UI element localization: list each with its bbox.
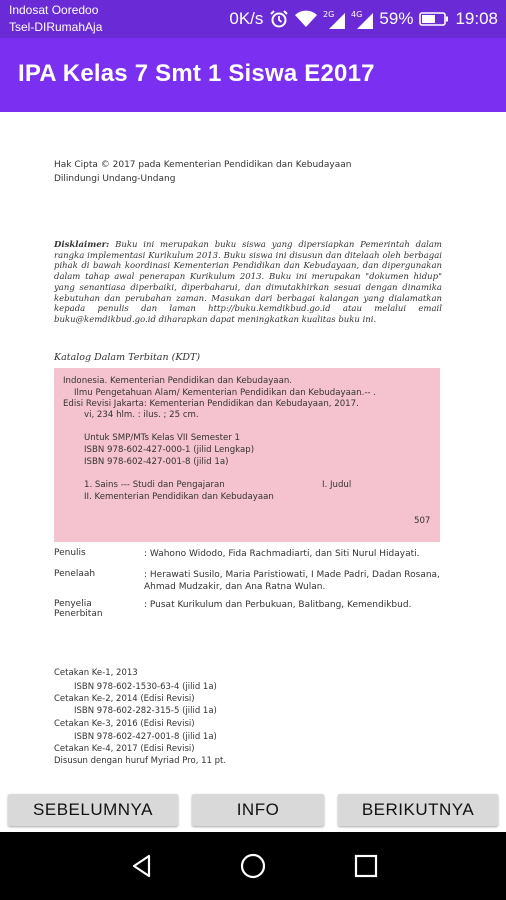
kdt-box	[54, 368, 440, 542]
alarm-icon	[269, 9, 289, 29]
cetakan-line: Cetakan Ke-3, 2016 (Edisi Revisi)	[54, 719, 195, 729]
recents-icon[interactable]	[352, 852, 380, 880]
copyright-line: Hak Cipta © 2017 pada Kementerian Pendidikan dan Kebudayaan	[54, 160, 352, 170]
home-icon[interactable]	[239, 852, 267, 880]
svg-text:2G: 2G	[323, 10, 335, 19]
protection-line: Dilindungi Undang-Undang	[54, 174, 176, 184]
button-bar	[0, 790, 506, 832]
isbn-line: ISBN 978-602-427-001-8 (jilid 1a)	[74, 732, 217, 742]
kdt-line: II. Kementerian Pendidikan dan Kebudayaan	[84, 492, 274, 502]
cetakan-line: Cetakan Ke-4, 2017 (Edisi Revisi)	[54, 744, 195, 754]
kdt-line: Ilmu Pengetahuan Alam/ Kementerian Pendidikan dan Kebudayaan.-- .	[74, 388, 376, 398]
penelaah-value: : Herawati Susilo, Maria Paristiowati, I Made Padri, Dadan Rosana, Ahmad Mudzakir, dan Ana Ratna Wulan.	[144, 570, 440, 592]
signal-4g-icon	[351, 9, 373, 29]
penulis-label: Penulis	[54, 548, 86, 558]
carrier-name-2: Tsel-DIRumahAja	[9, 20, 103, 34]
kdt-line: Edisi Revisi Jakarta: Kementerian Pendidikan dan Kebudayaan, 2017.	[63, 399, 359, 409]
kdt-line: Indonesia. Kementerian Pendidikan dan Kebudayaan.	[63, 376, 293, 386]
document-page[interactable]	[0, 112, 506, 790]
kdt-line: I. Judul	[322, 480, 352, 490]
previous-button[interactable]: SEBELUMNYA	[8, 794, 178, 826]
svg-text:4G: 4G	[351, 10, 363, 19]
disclaimer-label: Disklaimer:	[54, 240, 110, 250]
kdt-line: ISBN 978-602-427-001-8 (jilid 1a)	[84, 457, 229, 467]
app-title: IPA Kelas 7 Smt 1 Siswa E2017	[18, 60, 375, 87]
kdt-line: vi, 234 hlm. : ilus. ; 25 cm.	[84, 410, 199, 420]
wifi-icon	[295, 10, 317, 28]
penelaah-label: Penelaah	[54, 569, 96, 579]
disclaimer-text: Buku ini merupakan buku siswa yang dipersiapkan Pemerintah dalam rangka implementasi Kurikulum 2013. Buku siswa ini disusun dan ditelaah oleh berbagai pihak di bawah koordinasi Kementerian Pendidikan dan Kebudayaan, dan dipergunakan dalam tahap awal penerapan Kurikulum 2013. Buku ini merupakan "dokumen hidup" yang senantiasa diperbaiki, diperbaharui, dan dimutakhirkan sesuai dengan dinamika kebutuhan dan perubahan zaman. Masukan dari berbagai kalangan yang dialamatkan kepada penulis dan laman http://buku.kemdikbud.go.id atau melalui email buku@kemdikbud.go.id diharapkan dapat meningkatkan kualitas buku ini.	[54, 240, 442, 325]
battery-icon	[419, 11, 449, 27]
penulis-value: : Wahono Widodo, Fida Rachmadiarti, dan Siti Nurul Hidayati.	[144, 549, 420, 559]
cetakan-line: Cetakan Ke-2, 2014 (Edisi Revisi)	[54, 694, 195, 704]
katalog-title: Katalog Dalam Terbitan (KDT)	[54, 352, 201, 363]
next-button[interactable]: BERIKUTNYA	[338, 794, 498, 826]
battery-percent: 59%	[379, 9, 414, 28]
clock: 19:08	[455, 9, 498, 28]
font-note: Disusun dengan huruf Myriad Pro, 11 pt.	[54, 756, 227, 766]
penyelia-value: : Pusat Kurikulum dan Perbukuan, Balitbang, Kemendikbud.	[144, 600, 412, 610]
carrier-name-1: Indosat Ooredoo	[9, 3, 99, 17]
kdt-line: 1. Sains --- Studi dan Pengajaran	[84, 480, 225, 490]
kdt-line: Untuk SMP/MTs Kelas VII Semester 1	[84, 433, 240, 443]
navigation-bar	[0, 832, 506, 900]
kdt-number: 507	[414, 516, 431, 526]
status-bar	[0, 0, 506, 38]
isbn-line: ISBN 978-602-1530-63-4 (jilid 1a)	[74, 682, 217, 692]
kdt-line: ISBN 978-602-427-000-1 (jilid Lengkap)	[84, 445, 255, 455]
network-speed: 0K/s	[229, 9, 264, 28]
disclaimer	[54, 240, 442, 326]
isbn-line: ISBN 978-602-282-315-5 (jilid 1a)	[74, 706, 217, 716]
penyelia-label: Penyelia Penerbitan	[54, 599, 103, 619]
status-icons	[229, 6, 498, 32]
back-icon[interactable]	[128, 852, 156, 880]
cetakan-line: Cetakan Ke-1, 2013	[54, 668, 138, 678]
signal-2g-icon	[323, 9, 345, 29]
info-button[interactable]: INFO	[192, 794, 324, 826]
